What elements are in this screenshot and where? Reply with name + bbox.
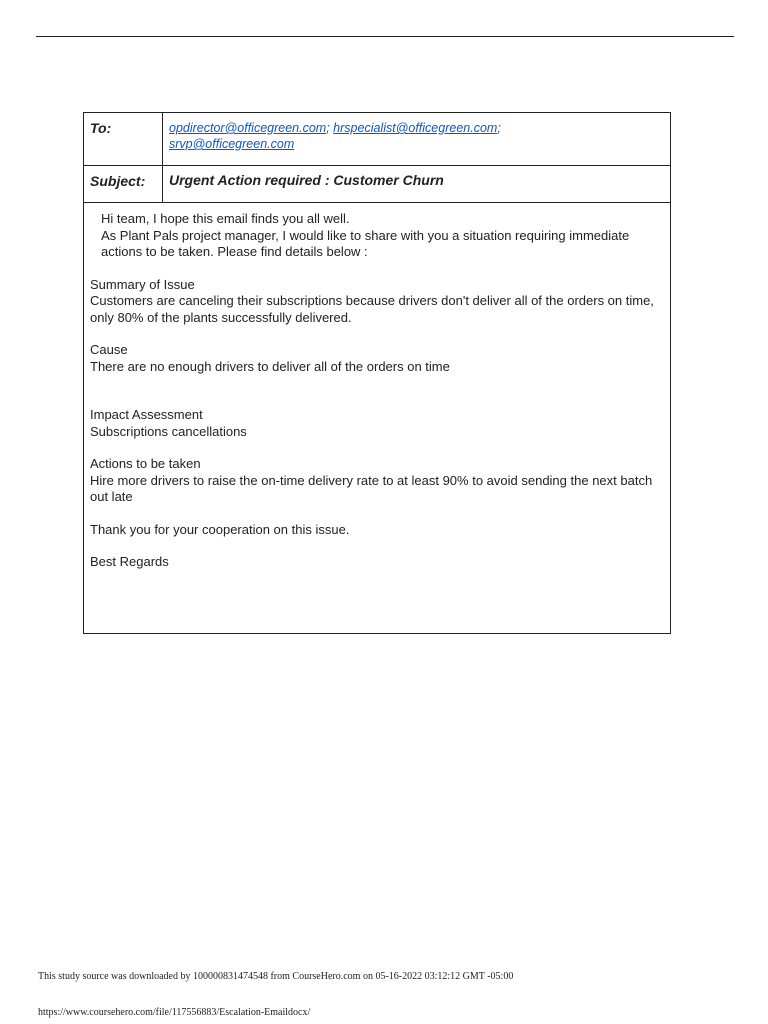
- impact-heading: Impact Assessment: [90, 407, 203, 422]
- recipient-link-hrspecialist[interactable]: hrspecialist@officegreen.com: [333, 121, 498, 135]
- email-body: [84, 203, 671, 634]
- subject-row: [84, 166, 671, 203]
- download-notice: This study source was downloaded by 100000831474548 from CourseHero.com on 05-16-2022 03:12:12 GMT -05:00: [38, 971, 514, 982]
- recipient-link-opdirector[interactable]: opdirector@officegreen.com: [169, 121, 327, 135]
- thanks-line: Thank you for your cooperation on this issue.: [90, 521, 350, 537]
- greeting-line-3: actions to be taken. Please find details below :: [101, 244, 368, 259]
- to-row: [84, 113, 671, 166]
- body-row: [84, 203, 671, 634]
- subject-label: Subject:: [84, 166, 163, 203]
- actions-text: Hire more drivers to raise the on-time delivery rate to at least 90% to avoid sending the next batch out late: [90, 472, 653, 504]
- source-url[interactable]: https://www.coursehero.com/file/117556883/Escalation-Emaildocx/: [38, 1007, 311, 1018]
- summary-text: Customers are canceling their subscriptions because drivers don't deliver all of the orders on time, only 80% of the plants successfully delivered.: [90, 293, 654, 325]
- greeting-line-2: As Plant Pals project manager, I would like to share with you a situation requiring immediate: [101, 227, 630, 243]
- signoff-line: Best Regards: [90, 554, 169, 569]
- subject-text: Urgent Action required : Customer Churn: [163, 166, 671, 203]
- top-divider: [36, 36, 734, 37]
- to-recipients: opdirector@officegreen.com; hrspecialist@officegreen.com; srvp@officegreen.com: [163, 113, 671, 166]
- email-table: [83, 112, 671, 634]
- actions-heading: Actions to be taken: [90, 456, 201, 471]
- summary-heading: Summary of Issue: [90, 276, 195, 292]
- greeting-line-1: Hi team, I hope this email finds you all well.: [101, 211, 350, 226]
- recipient-link-srvp[interactable]: srvp@officegreen.com: [169, 137, 295, 151]
- impact-text: Subscriptions cancellations: [90, 423, 247, 439]
- cause-heading: Cause: [90, 342, 128, 357]
- to-label: To:: [84, 113, 163, 166]
- cause-text: There are no enough drivers to deliver all of the orders on time: [90, 358, 450, 374]
